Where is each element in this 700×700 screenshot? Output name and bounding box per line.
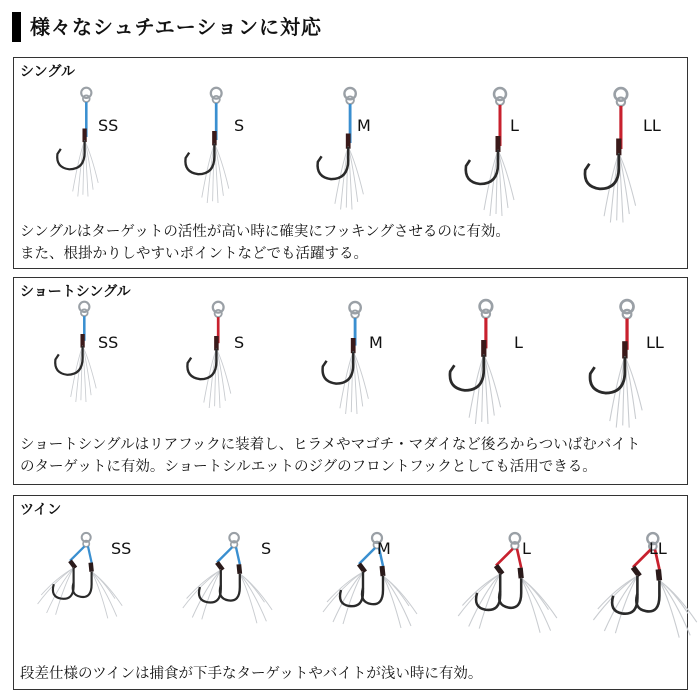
hook-short-s — [184, 300, 238, 417]
section-description: シングルはターゲットの活性が高い時に確実にフッキングさせるのに有効。 また、根掛かりしやすいポイントなどでも活躍する。 — [20, 224, 510, 262]
section-title: ツイン — [20, 502, 62, 518]
size-label: S — [261, 539, 272, 558]
hook-twin-l — [454, 532, 570, 648]
hook-single-m — [314, 86, 371, 210]
size-label: SS — [111, 539, 132, 558]
hook-twin-m — [319, 532, 429, 642]
section-short-single — [13, 277, 688, 485]
hook-twin-ll — [589, 532, 700, 653]
hook-single-ss — [54, 86, 105, 197]
size-label: SS — [98, 116, 119, 135]
section-twin — [13, 495, 688, 690]
size-label: M — [369, 333, 383, 352]
hook-short-m — [319, 300, 376, 424]
hook-short-ss — [52, 300, 103, 411]
size-label: M — [377, 539, 391, 558]
size-label: LL — [643, 116, 661, 135]
size-label: L — [522, 539, 531, 558]
hook-single-s — [182, 86, 236, 203]
section-title: シングル — [20, 64, 75, 80]
size-label: L — [514, 333, 523, 352]
hook-short-ll — [586, 298, 651, 438]
size-label: S — [234, 333, 245, 352]
size-label: S — [234, 116, 245, 135]
section-description: ショートシングルはリアフックに装着し、ヒラメやマゴチ・マダイなど後ろからついばむバイト のターゲットに有効。ショートシルエットのジグのフロントフックとしても活用できる。 — [20, 437, 641, 475]
hook-short-l — [446, 298, 509, 435]
header-accent-bar — [12, 12, 21, 42]
size-label: L — [510, 116, 519, 135]
size-label: LL — [649, 539, 667, 558]
size-label: LL — [646, 333, 664, 352]
size-label: SS — [98, 333, 119, 352]
size-label: M — [357, 116, 371, 135]
hook-single-ll — [581, 86, 644, 223]
section-single — [13, 57, 688, 269]
section-title: ショートシングル — [20, 284, 131, 300]
page-title: 様々なシュチエーションに対応 — [30, 15, 322, 39]
hook-single-l — [462, 86, 522, 216]
section-description: 段差仕様のツインは捕食が下手なターゲットやバイトが浅い時に有効。 — [20, 666, 483, 682]
